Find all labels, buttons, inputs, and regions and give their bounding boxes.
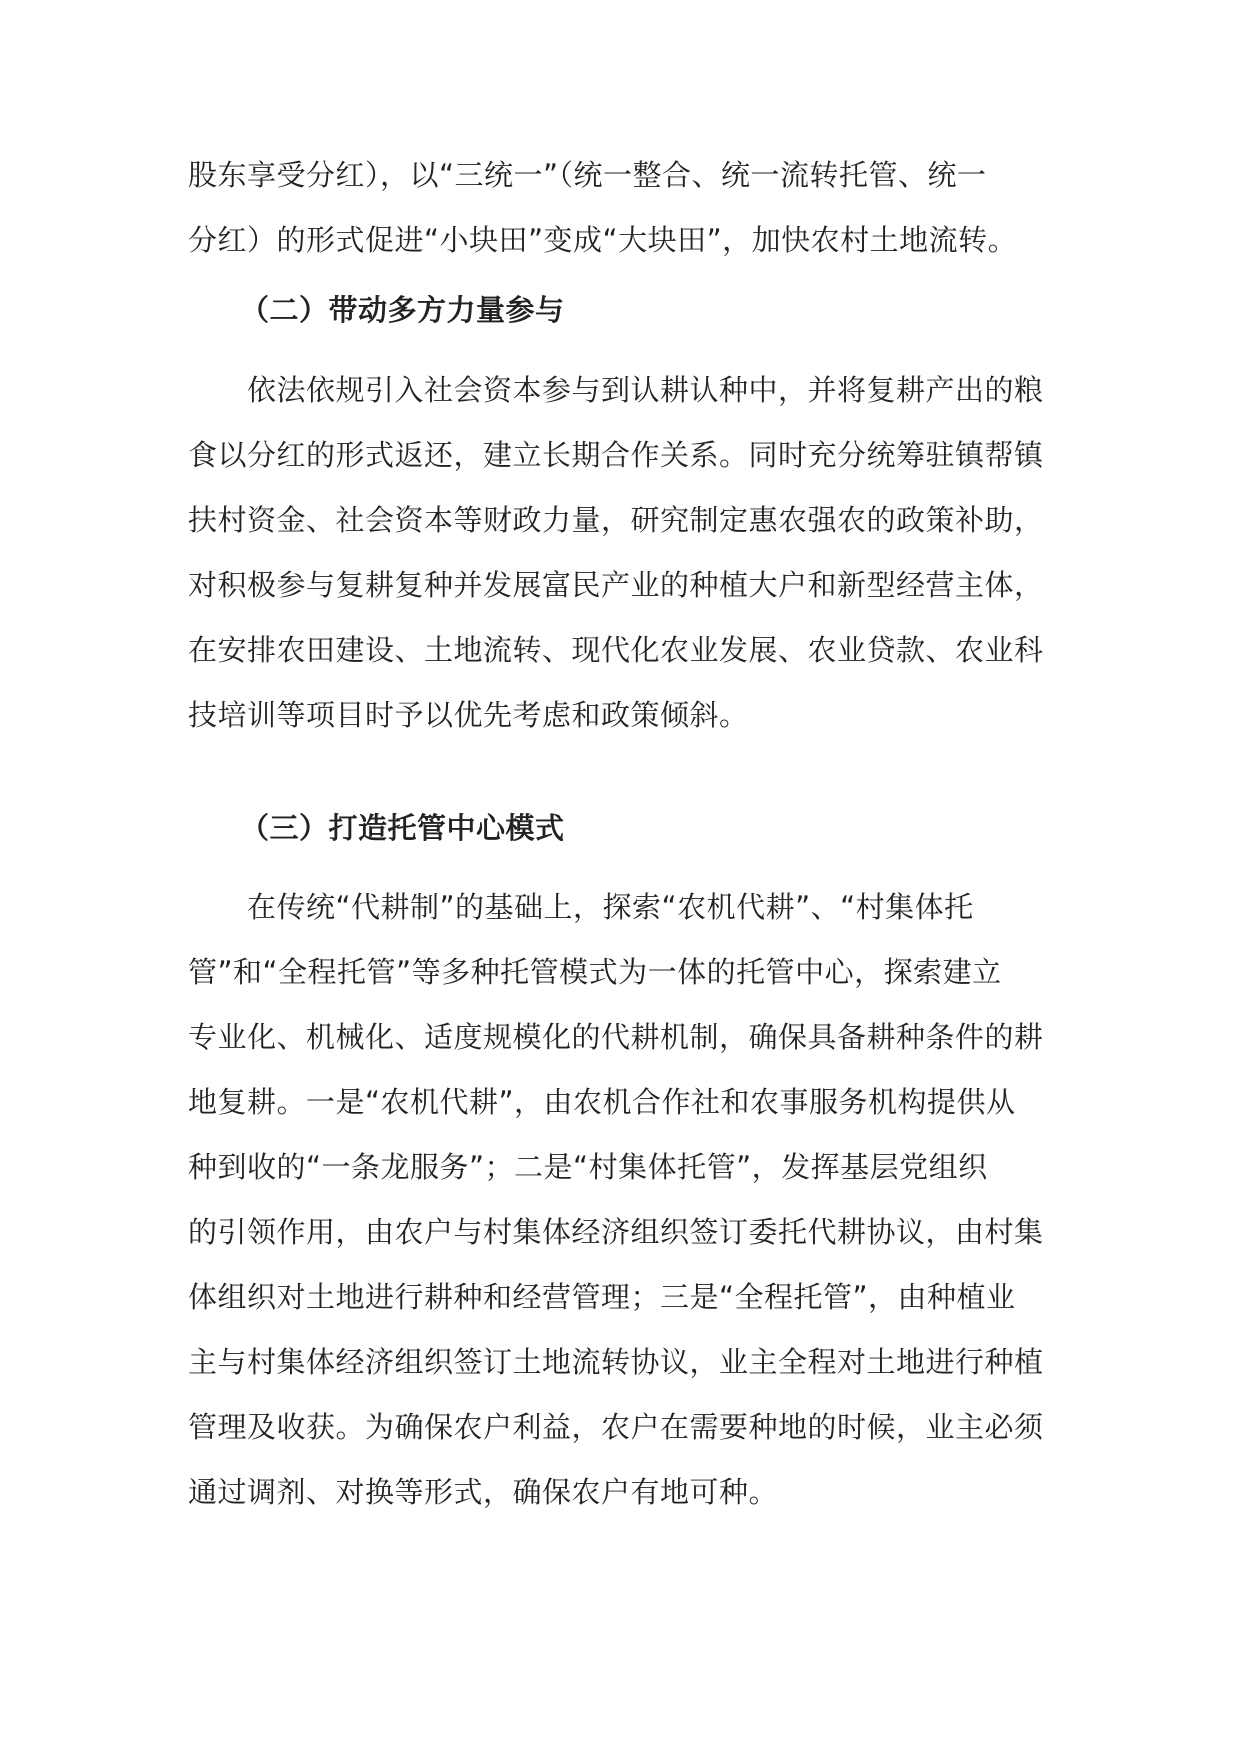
paragraph-2 xyxy=(188,358,1048,748)
paragraph-line: 股东享受分红），以“三统一”（统一整合、统一流转托管、统一 xyxy=(188,158,987,192)
paragraph-line: 通过调剂、对换等形式，确保农户有地可种。 xyxy=(188,1475,779,1509)
section-heading-3: （三）打造托管中心模式 xyxy=(240,811,565,845)
paragraph-line: 管理及收获。为确保农户利益，农户在需要种地的时候，业主必须 xyxy=(188,1410,1044,1444)
paragraph-line: 主与村集体经济组织签订土地流转协议，业主全程对土地进行种植 xyxy=(188,1345,1044,1379)
paragraph-line: 在安排农田建设、土地流转、现代化农业发展、农业贷款、农业科 xyxy=(188,633,1044,667)
paragraph-line: 依法依规引入社会资本参与到认耕认种中，并将复耕产出的粮 xyxy=(188,373,1044,407)
paragraph-3 xyxy=(188,875,1048,1525)
paragraph-line: 食以分红的形式返还，建立长期合作关系。同时充分统筹驻镇帮镇 xyxy=(188,438,1044,472)
paragraph-line: 在传统“代耕制”的基础上，探索“农机代耕”、“村集体托 xyxy=(188,890,974,924)
paragraph-line: 的引领作用，由农户与村集体经济组织签订委托代耕协议，由村集 xyxy=(188,1215,1044,1249)
paragraph-line: 体组织对土地进行耕种和经营管理；三是“全程托管”，由种植业 xyxy=(188,1280,1016,1314)
paragraph-line: 地复耕。一是“农机代耕”，由农机合作社和农事服务机构提供从 xyxy=(188,1085,1016,1119)
paragraph-line: 扶村资金、社会资本等财政力量，研究制定惠农强农的政策补助， xyxy=(188,503,1044,537)
paragraph-line: 专业化、机械化、适度规模化的代耕机制，确保具备耕种条件的耕 xyxy=(188,1020,1044,1054)
paragraph-line: 分红）的形式促进“小块田”变成“大块田”，加快农村土地流转。 xyxy=(188,223,1018,257)
paragraph-line: 对积极参与复耕复种并发展富民产业的种植大户和新型经营主体， xyxy=(188,568,1044,602)
section-heading-2: （二）带动多方力量参与 xyxy=(240,293,565,327)
paragraph-line: 技培训等项目时予以优先考虑和政策倾斜。 xyxy=(188,698,749,732)
paragraph-line: 管”和“全程托管”等多种托管模式为一体的托管中心，探索建立 xyxy=(188,955,1002,989)
paragraph-intro xyxy=(188,143,1048,273)
paragraph-line: 种到收的“一条龙服务”；二是“村集体托管”，发挥基层党组织 xyxy=(188,1150,988,1184)
